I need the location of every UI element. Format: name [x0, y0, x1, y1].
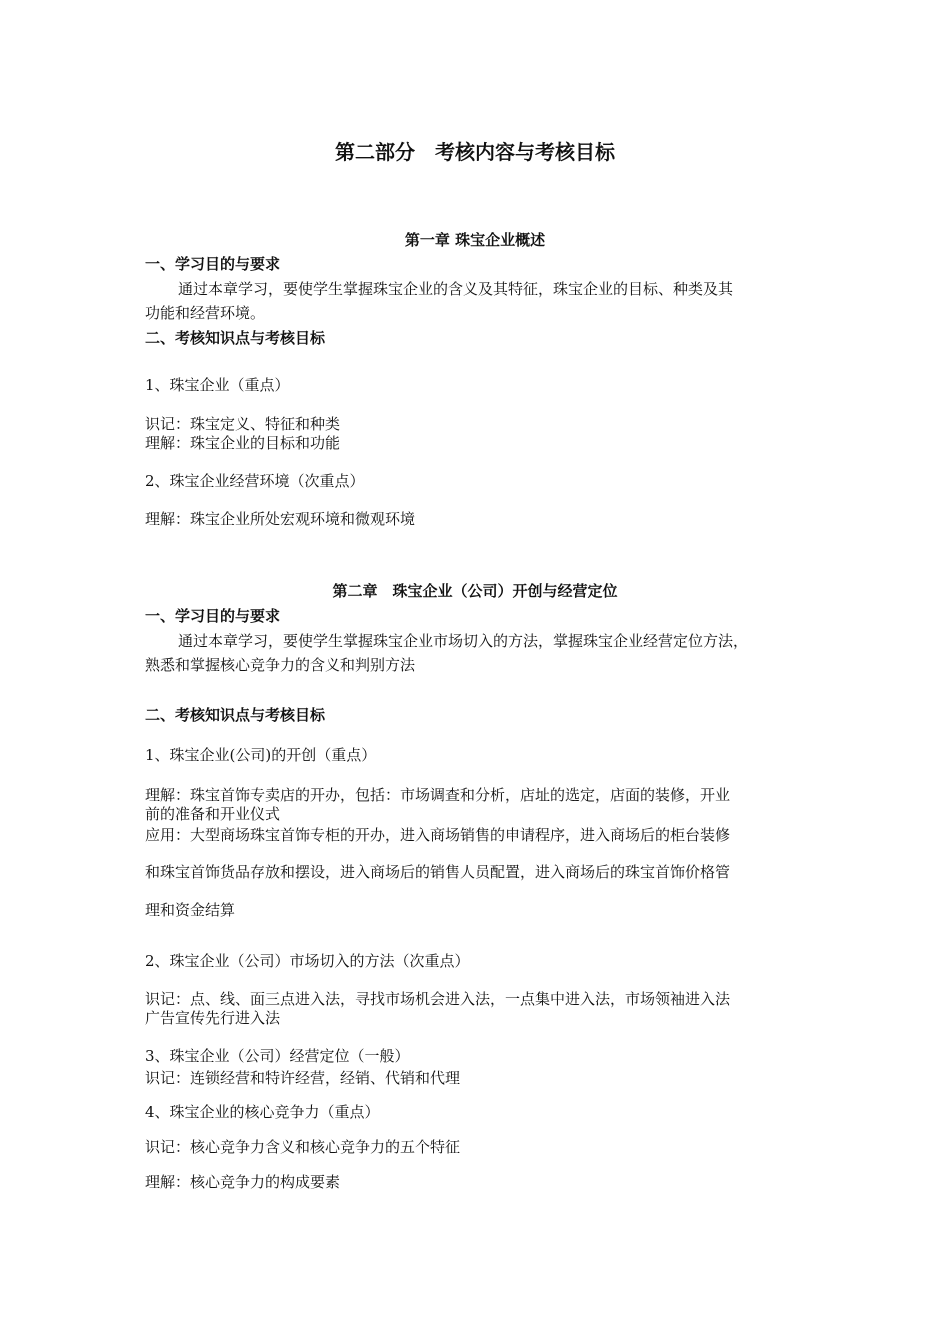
- chapter-1-section-1-heading: 一、学习目的与要求: [145, 255, 281, 273]
- chapter-2-item-2: 2、珠宝企业（公司）市场切入的方法（次重点）: [145, 952, 470, 970]
- chapter-1-section-2-heading: 二、考核知识点与考核目标: [145, 329, 326, 347]
- chapter-2-section-1-text: 通过本章学习，要使学生掌握珠宝企业市场切入的方法，掌握珠宝企业经营定位方法，: [178, 632, 749, 650]
- chapter-2-heading: 第二章 珠宝企业（公司）开创与经营定位: [332, 582, 618, 600]
- chapter-2-item-2-line: 识记：点、线、面三点进入法，寻找市场机会进入法，一点集中进入法，市场领袖进入法: [145, 990, 731, 1008]
- chapter-2-item-1-line: 理解：珠宝首饰专卖店的开办，包括：市场调查和分析，店址的选定，店面的装修，开业: [145, 786, 731, 804]
- chapter-2-item-1: 1、珠宝企业(公司)的开创（重点）: [145, 746, 377, 764]
- chapter-2-item-2-line: 广告宣传先行进入法: [145, 1009, 281, 1027]
- chapter-2-item-1-line: 理和资金结算: [145, 901, 236, 919]
- chapter-1-item-2-line: 理解：珠宝企业所处宏观环境和微观环境: [145, 510, 416, 528]
- chapter-2-section-2-heading: 二、考核知识点与考核目标: [145, 706, 326, 724]
- chapter-2-item-1-line: 应用：大型商场珠宝首饰专柜的开办，进入商场销售的申请程序，进入商场后的柜台装修: [145, 826, 731, 844]
- chapter-2-item-3: 3、珠宝企业（公司）经营定位（一般）: [145, 1047, 410, 1065]
- chapter-1-item-1: 1、珠宝企业（重点）: [145, 376, 290, 394]
- page-title: 第二部分 考核内容与考核目标: [335, 140, 615, 164]
- chapter-1-heading: 第一章 珠宝企业概述: [404, 231, 546, 249]
- chapter-2-section-1-heading: 一、学习目的与要求: [145, 607, 281, 625]
- chapter-2-item-4: 4、珠宝企业的核心竞争力（重点）: [145, 1103, 380, 1121]
- chapter-1-item-2: 2、珠宝企业经营环境（次重点）: [145, 472, 365, 490]
- chapter-1-item-1-line: 识记：珠宝定义、特征和种类: [145, 415, 341, 433]
- chapter-2-item-4-line: 理解：核心竞争力的构成要素: [145, 1173, 341, 1191]
- chapter-2-section-1-text: 熟悉和掌握核心竞争力的含义和判别方法: [145, 656, 416, 674]
- chapter-2-item-1-line: 前的准备和开业仪式: [145, 805, 281, 823]
- chapter-1-item-1-line: 理解：珠宝企业的目标和功能: [145, 434, 341, 452]
- chapter-2-item-3-line: 识记：连锁经营和特许经营，经销、代销和代理: [145, 1069, 461, 1087]
- chapter-1-section-1-text: 功能和经营环境。: [145, 304, 266, 322]
- chapter-1-section-1-text: 通过本章学习，要使学生掌握珠宝企业的含义及其特征，珠宝企业的目标、种类及其: [178, 280, 734, 298]
- chapter-2-item-1-line: 和珠宝首饰货品存放和摆设，进入商场后的销售人员配置，进入商场后的珠宝首饰价格管: [145, 863, 731, 881]
- chapter-2-item-4-line: 识记：核心竞争力含义和核心竞争力的五个特征: [145, 1138, 461, 1156]
